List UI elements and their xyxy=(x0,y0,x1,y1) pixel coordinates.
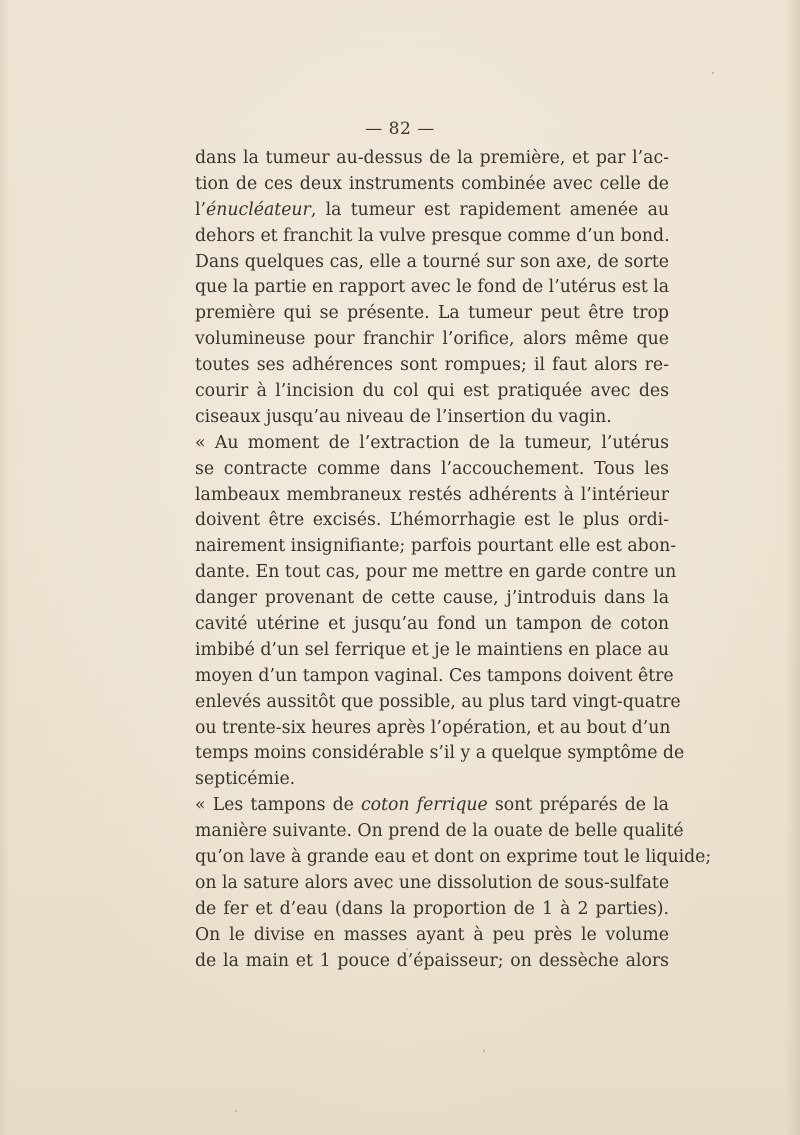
text-line: On le divise en masses ayant à peu près le volume xyxy=(195,924,669,945)
page-edge-shadow-left xyxy=(0,0,10,1135)
text-line: enlevés aussitôt que possible, au plus tard vingt-quatre xyxy=(195,691,681,712)
text-line: toutes ses adhérences sont rompues; il faut alors re- xyxy=(195,355,669,376)
text-line: qu’on lave à grande eau et dont on exprime tout le liquide; xyxy=(195,847,712,868)
text-line: on la sature alors avec une dissolution de sous-sulfate xyxy=(195,872,670,893)
text-line: dehors et franchit la vulve presque comme d’un bond. xyxy=(195,225,670,246)
paper-speck xyxy=(712,72,714,74)
text-line: doivent être excisés. L’hémorrhagie est le plus ordi- xyxy=(195,510,669,531)
text-line: dans la tumeur au-dessus de la première, et par l’ac- xyxy=(195,148,669,168)
text-line: que la partie en rapport avec le fond de l’utérus est la xyxy=(195,277,670,298)
text-line: manière suivante. On prend de la ouate de belle qualité xyxy=(195,821,684,842)
text-line: lambeaux membraneux restés adhérents à l’intérieur xyxy=(195,484,669,505)
text-line: tion de ces deux instruments combinée avec celle de xyxy=(195,173,669,194)
body-text xyxy=(195,146,712,975)
text-line: ciseaux jusqu’au niveau de l’insertion du vagin. xyxy=(195,406,612,427)
text-line: « Les tampons de coton ferrique sont préparés de la xyxy=(195,795,669,816)
text-line: Dans quelques cas, elle a tourné sur son axe, de sorte xyxy=(195,251,669,272)
text-line: danger provenant de cette cause, j’introduis dans la xyxy=(195,588,669,609)
text-line: volumineuse pour franchir l’orifice, alors même que xyxy=(195,329,669,350)
page-number: — 82 — xyxy=(365,119,435,139)
text-line: l’énucléateur, la tumeur est rapidement amenée au xyxy=(195,199,669,220)
paper-speck xyxy=(406,948,408,950)
text-line: dante. En tout cas, pour me mettre en garde contre un xyxy=(195,562,677,583)
text-line: cavité utérine et jusqu’au fond un tampon de coton xyxy=(195,614,669,635)
text-line: ou trente-six heures après l’opération, et au bout d’un xyxy=(195,717,671,738)
text-line: première qui se présente. La tumeur peut être trop xyxy=(195,303,669,324)
italic-term: coton ferrique xyxy=(361,795,488,816)
paper-speck xyxy=(235,1110,237,1112)
text-line: courir à l’incision du col qui est pratiquée avec des xyxy=(195,381,669,402)
text-line: imbibé d’un sel ferrique et je le maintiens en place au xyxy=(195,639,669,660)
paper-speck xyxy=(483,1050,485,1052)
text-line: moyen d’un tampon vaginal. Ces tampons doivent être xyxy=(195,665,674,686)
text-line: de la main et 1 pouce d’épaisseur; on dessèche alors xyxy=(195,950,669,971)
text-line: de fer et d’eau (dans la proportion de 1 à 2 parties). xyxy=(195,898,669,919)
italic-term: énucléateur xyxy=(206,199,311,220)
text-line: se contracte comme dans l’accouchement. Tous les xyxy=(195,458,669,479)
text-line: « Au moment de l’extraction de la tumeur, l’utérus xyxy=(195,432,669,453)
text-line: septicémie. xyxy=(195,769,296,790)
text-line: temps moins considérable s’il y a quelque symptôme de xyxy=(195,743,685,764)
page-edge-shadow-right xyxy=(786,0,800,1135)
text-line: nairement insignifiante; parfois pourtant elle est abon- xyxy=(195,536,677,557)
